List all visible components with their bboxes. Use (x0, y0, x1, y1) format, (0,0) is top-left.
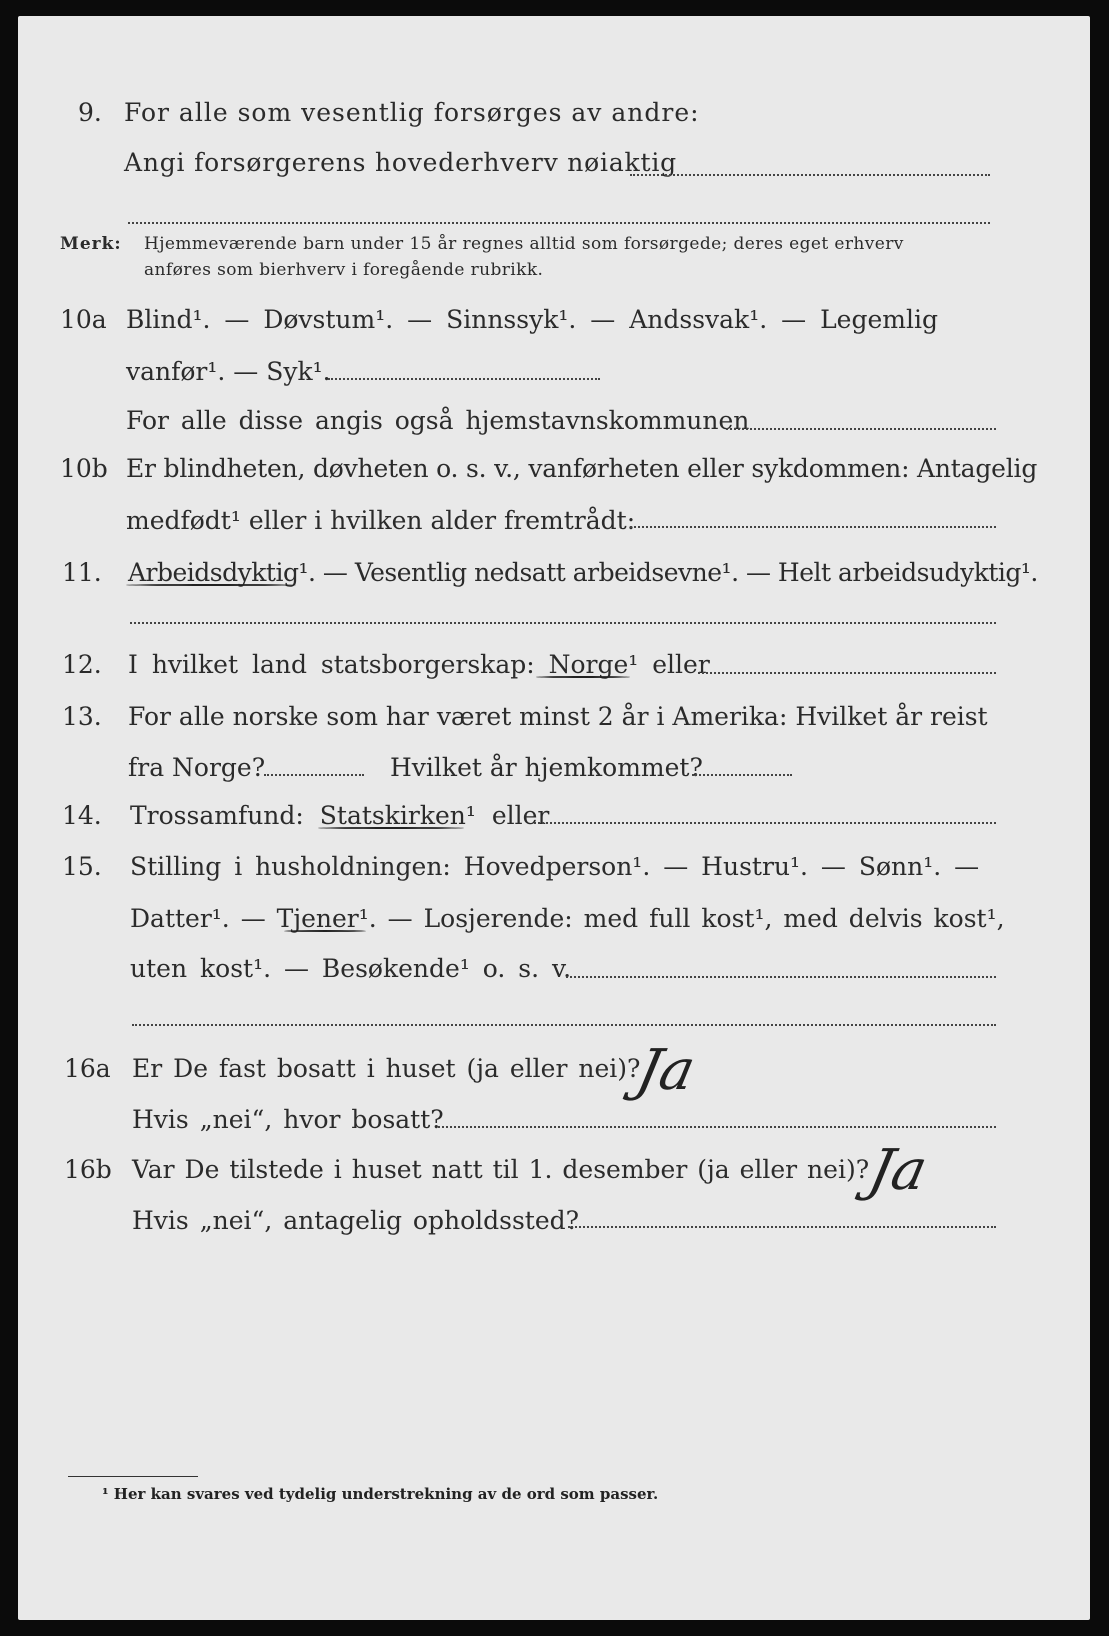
q16a-number: 16a (64, 1054, 111, 1083)
q15-number: 15. (62, 852, 102, 881)
q14-number: 14. (62, 801, 102, 830)
q10b-number: 10b (60, 454, 108, 483)
q15-line2: Datter¹. — Tjener¹. — Losjerende: med full kost¹, med delvis kost¹, (130, 904, 1005, 933)
q10a-answer-line[interactable] (328, 378, 600, 380)
q10a-line1: Blind¹. — Døvstum¹. — Sinnssyk¹. — Andssvak¹. — Legemlig (126, 305, 938, 334)
q14-line1: Trossamfund: Statskirken¹ eller (130, 801, 550, 830)
q15-answer-line[interactable] (566, 976, 996, 978)
q11-number: 11. (62, 558, 102, 587)
q16a-line2: Hvis „nei“, hvor bosatt? (132, 1105, 444, 1134)
q14-answer-line[interactable] (534, 822, 996, 824)
q12-answer-line[interactable] (698, 672, 996, 674)
q16a-line1: Er De fast bosatt i huset (ja eller nei)? (132, 1054, 641, 1083)
q16b-line2: Hvis „nei“, antagelig opholdssted? (132, 1206, 580, 1235)
q10a-number: 10a (60, 305, 107, 334)
q10b-answer-line[interactable] (630, 526, 996, 528)
q12-line1: I hvilket land statsborgerskap: Norge¹ eller (128, 650, 710, 679)
q15-answer-line-2[interactable] (132, 1024, 996, 1026)
q11-answer-line[interactable] (130, 622, 996, 624)
q10a-home-line[interactable] (726, 428, 996, 430)
merk-line1: Hjemmeværende barn under 15 år regnes alltid som forsørgede; deres eget erhverv (144, 234, 904, 254)
q11-underline-arbeidsdyktig (126, 584, 296, 586)
q10b-line2: medfødt¹ eller i hvilken alder fremtrådt: (126, 506, 636, 535)
q16a-handwritten-answer[interactable]: Ja (631, 1038, 701, 1103)
q16a-answer-line[interactable] (438, 1126, 996, 1128)
q12-underline-norge (536, 676, 630, 678)
footnote-rule (68, 1476, 198, 1477)
q13-reist-line[interactable] (264, 774, 364, 776)
q10a-line3: For alle disse angis også hjemstavnskommunen (126, 406, 750, 435)
q13-number: 13. (62, 702, 102, 731)
q11-line1: Arbeidsdyktig¹. — Vesentlig nedsatt arbeidsevne¹. — Helt arbeidsudyktig¹. (128, 558, 1038, 587)
q16b-line1: Var De tilstede i huset natt til 1. desember (ja eller nei)? (132, 1155, 870, 1184)
footnote-text: ¹ Her kan svares ved tydelig understrekning av de ord som passer. (102, 1485, 659, 1503)
q10a-line2: vanfør¹. — Syk¹. (126, 357, 331, 386)
q10b-line1: Er blindheten, døvheten o. s. v., vanførheten eller sykdommen: Antagelig (126, 454, 1038, 483)
census-form-page (18, 16, 1090, 1620)
q9-line2: Angi forsørgerens hovederhverv nøiaktig (124, 148, 677, 177)
q16b-answer-line[interactable] (568, 1226, 996, 1228)
q14-underline-statskirken (318, 827, 464, 829)
q13-line2b: Hvilket år hjemkommet? (390, 753, 703, 782)
q15-underline-tjener (284, 930, 366, 932)
q13-line2a: fra Norge? (128, 753, 266, 782)
q9-line1: For alle som vesentlig forsørges av andre: (124, 98, 700, 127)
q9-answer-line-2[interactable] (128, 222, 990, 224)
q9-answer-line[interactable] (630, 174, 990, 176)
q13-line1: For alle norske som har været minst 2 år i Amerika: Hvilket år reist (128, 702, 988, 731)
q16b-number: 16b (64, 1155, 112, 1184)
q13-hjemkommet-line[interactable] (692, 774, 792, 776)
q12-number: 12. (62, 650, 102, 679)
q15-line3: uten kost¹. — Besøkende¹ o. s. v. (130, 954, 572, 983)
merk-line2: anføres som bierhverv i foregående rubrikk. (144, 260, 544, 280)
q9-number: 9. (78, 98, 102, 127)
q15-line1: Stilling i husholdningen: Hovedperson¹. — Hustru¹. — Sønn¹. — (130, 852, 980, 881)
merk-label: Merk: (60, 234, 122, 254)
q16b-handwritten-answer[interactable]: Ja (863, 1138, 933, 1203)
